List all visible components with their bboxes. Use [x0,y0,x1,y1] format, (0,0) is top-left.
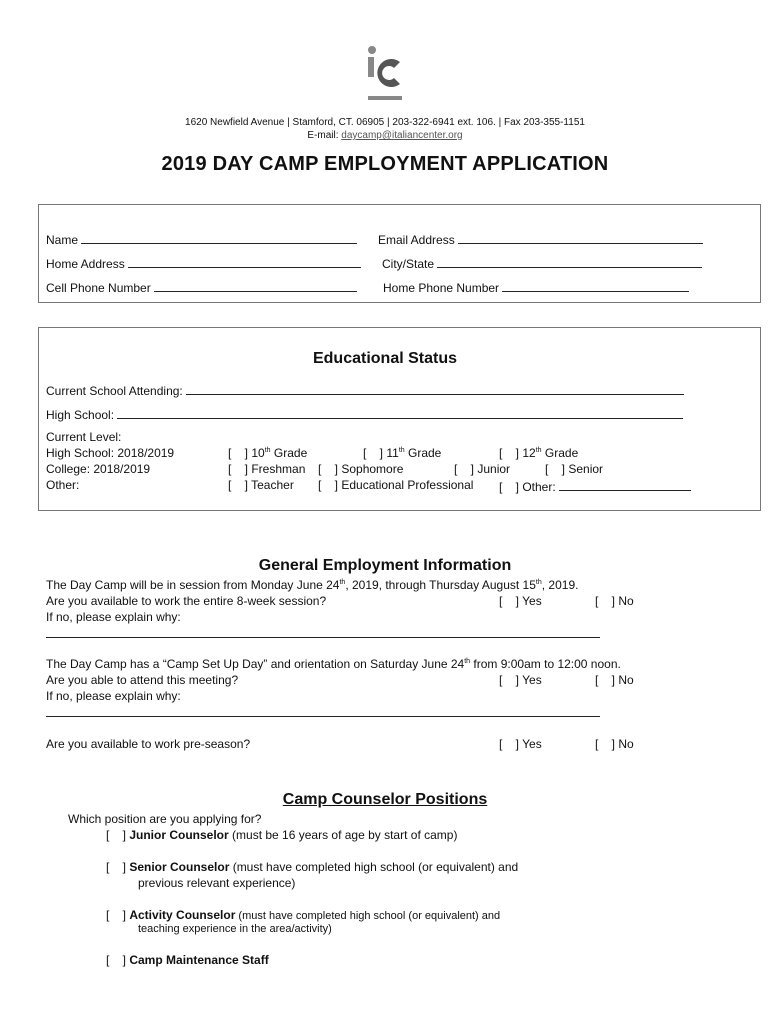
grade-10-checkbox[interactable]: [ ] 10th Grade [228,446,308,460]
q-attend-meeting: Are you able to attend this meeting? [46,673,239,687]
q1-no-checkbox[interactable]: [ ] No [595,594,634,608]
q-full-session: Are you available to work the entire 8-week session? [46,594,327,608]
edu-prof-checkbox[interactable]: [ ] Educational Professional [318,478,474,492]
current-school-field[interactable]: Current School Attending: [46,382,684,398]
q1-yes-checkbox[interactable]: [ ] Yes [499,594,542,608]
maintenance-staff-option[interactable]: [ ] Camp Maintenance Staff [106,953,269,967]
name-field[interactable]: Name [46,231,357,247]
q2-explain-label: If no, please explain why: [46,689,181,703]
college-year-label: College: 2018/2019 [46,462,151,476]
employment-heading: General Employment Information [258,557,512,574]
q2-yes-checkbox[interactable]: [ ] Yes [499,673,542,687]
current-level-label: Current Level: [46,430,122,444]
q-pre-season: Are you available to work pre-season? [46,737,251,751]
activity-counselor-note2: teaching experience in the area/activity) [138,923,332,935]
senior-checkbox[interactable]: [ ] Senior [545,462,604,476]
q1-explain-line[interactable] [46,625,600,638]
high-school-field[interactable]: High School: [46,406,683,422]
freshman-checkbox[interactable]: [ ] Freshman [228,462,306,476]
email-field[interactable]: Email Address [378,231,703,247]
cell-phone-field[interactable]: Cell Phone Number [46,279,357,295]
sophomore-checkbox[interactable]: [ ] Sophomore [318,462,404,476]
page-title: 2019 DAY CAMP EMPLOYMENT APPLICATION [161,153,609,175]
other-checkbox[interactable]: [ ] Other: [499,478,691,494]
email-line: E-mail: daycamp@italiancenter.org [307,130,463,141]
email-link[interactable]: daycamp@italiancenter.org [341,130,463,141]
activity-counselor-option[interactable]: [ ] Activity Counselor (must have completed high school (or equivalent) and [106,908,501,922]
grade-12-checkbox[interactable]: [ ] 12th Grade [499,446,579,460]
q3-no-checkbox[interactable]: [ ] No [595,737,634,751]
setup-day-text: The Day Camp has a “Camp Set Up Day” and orientation on Saturday June 24th from 9:00am to 12:00 noon. [46,657,621,671]
italian-center-logo [366,44,406,104]
grade-11-checkbox[interactable]: [ ] 11th Grade [363,446,442,460]
position-prompt: Which position are you applying for? [68,812,262,826]
teacher-checkbox[interactable]: [ ] Teacher [228,478,294,492]
home-address-field[interactable]: Home Address [46,255,361,271]
senior-counselor-note2: previous relevant experience) [138,876,296,890]
home-phone-field[interactable]: Home Phone Number [383,279,689,295]
q2-no-checkbox[interactable]: [ ] No [595,673,634,687]
city-state-field[interactable]: City/State [382,255,702,271]
junior-counselor-option[interactable]: [ ] Junior Counselor (must be 16 years of age by start of camp) [106,828,458,842]
q3-yes-checkbox[interactable]: [ ] Yes [499,737,542,751]
positions-heading: Camp Counselor Positions [282,791,488,808]
senior-counselor-option[interactable]: [ ] Senior Counselor (must have completed high school (or equivalent) and [106,860,519,874]
session-dates-text: The Day Camp will be in session from Monday June 24th, 2019, through Thursday August 15th, 2019. [46,578,579,592]
education-heading: Educational Status [312,350,458,367]
q1-explain-label: If no, please explain why: [46,610,181,624]
q2-explain-line[interactable] [46,704,600,717]
address-line: 1620 Newfield Avenue | Stamford, CT. 06905 | 203-322-6941 ext. 106. | Fax 203-355-1151 [185,117,585,128]
hs-year-label: High School: 2018/2019 [46,446,175,460]
junior-checkbox[interactable]: [ ] Junior [454,462,511,476]
other-label: Other: [46,478,80,492]
